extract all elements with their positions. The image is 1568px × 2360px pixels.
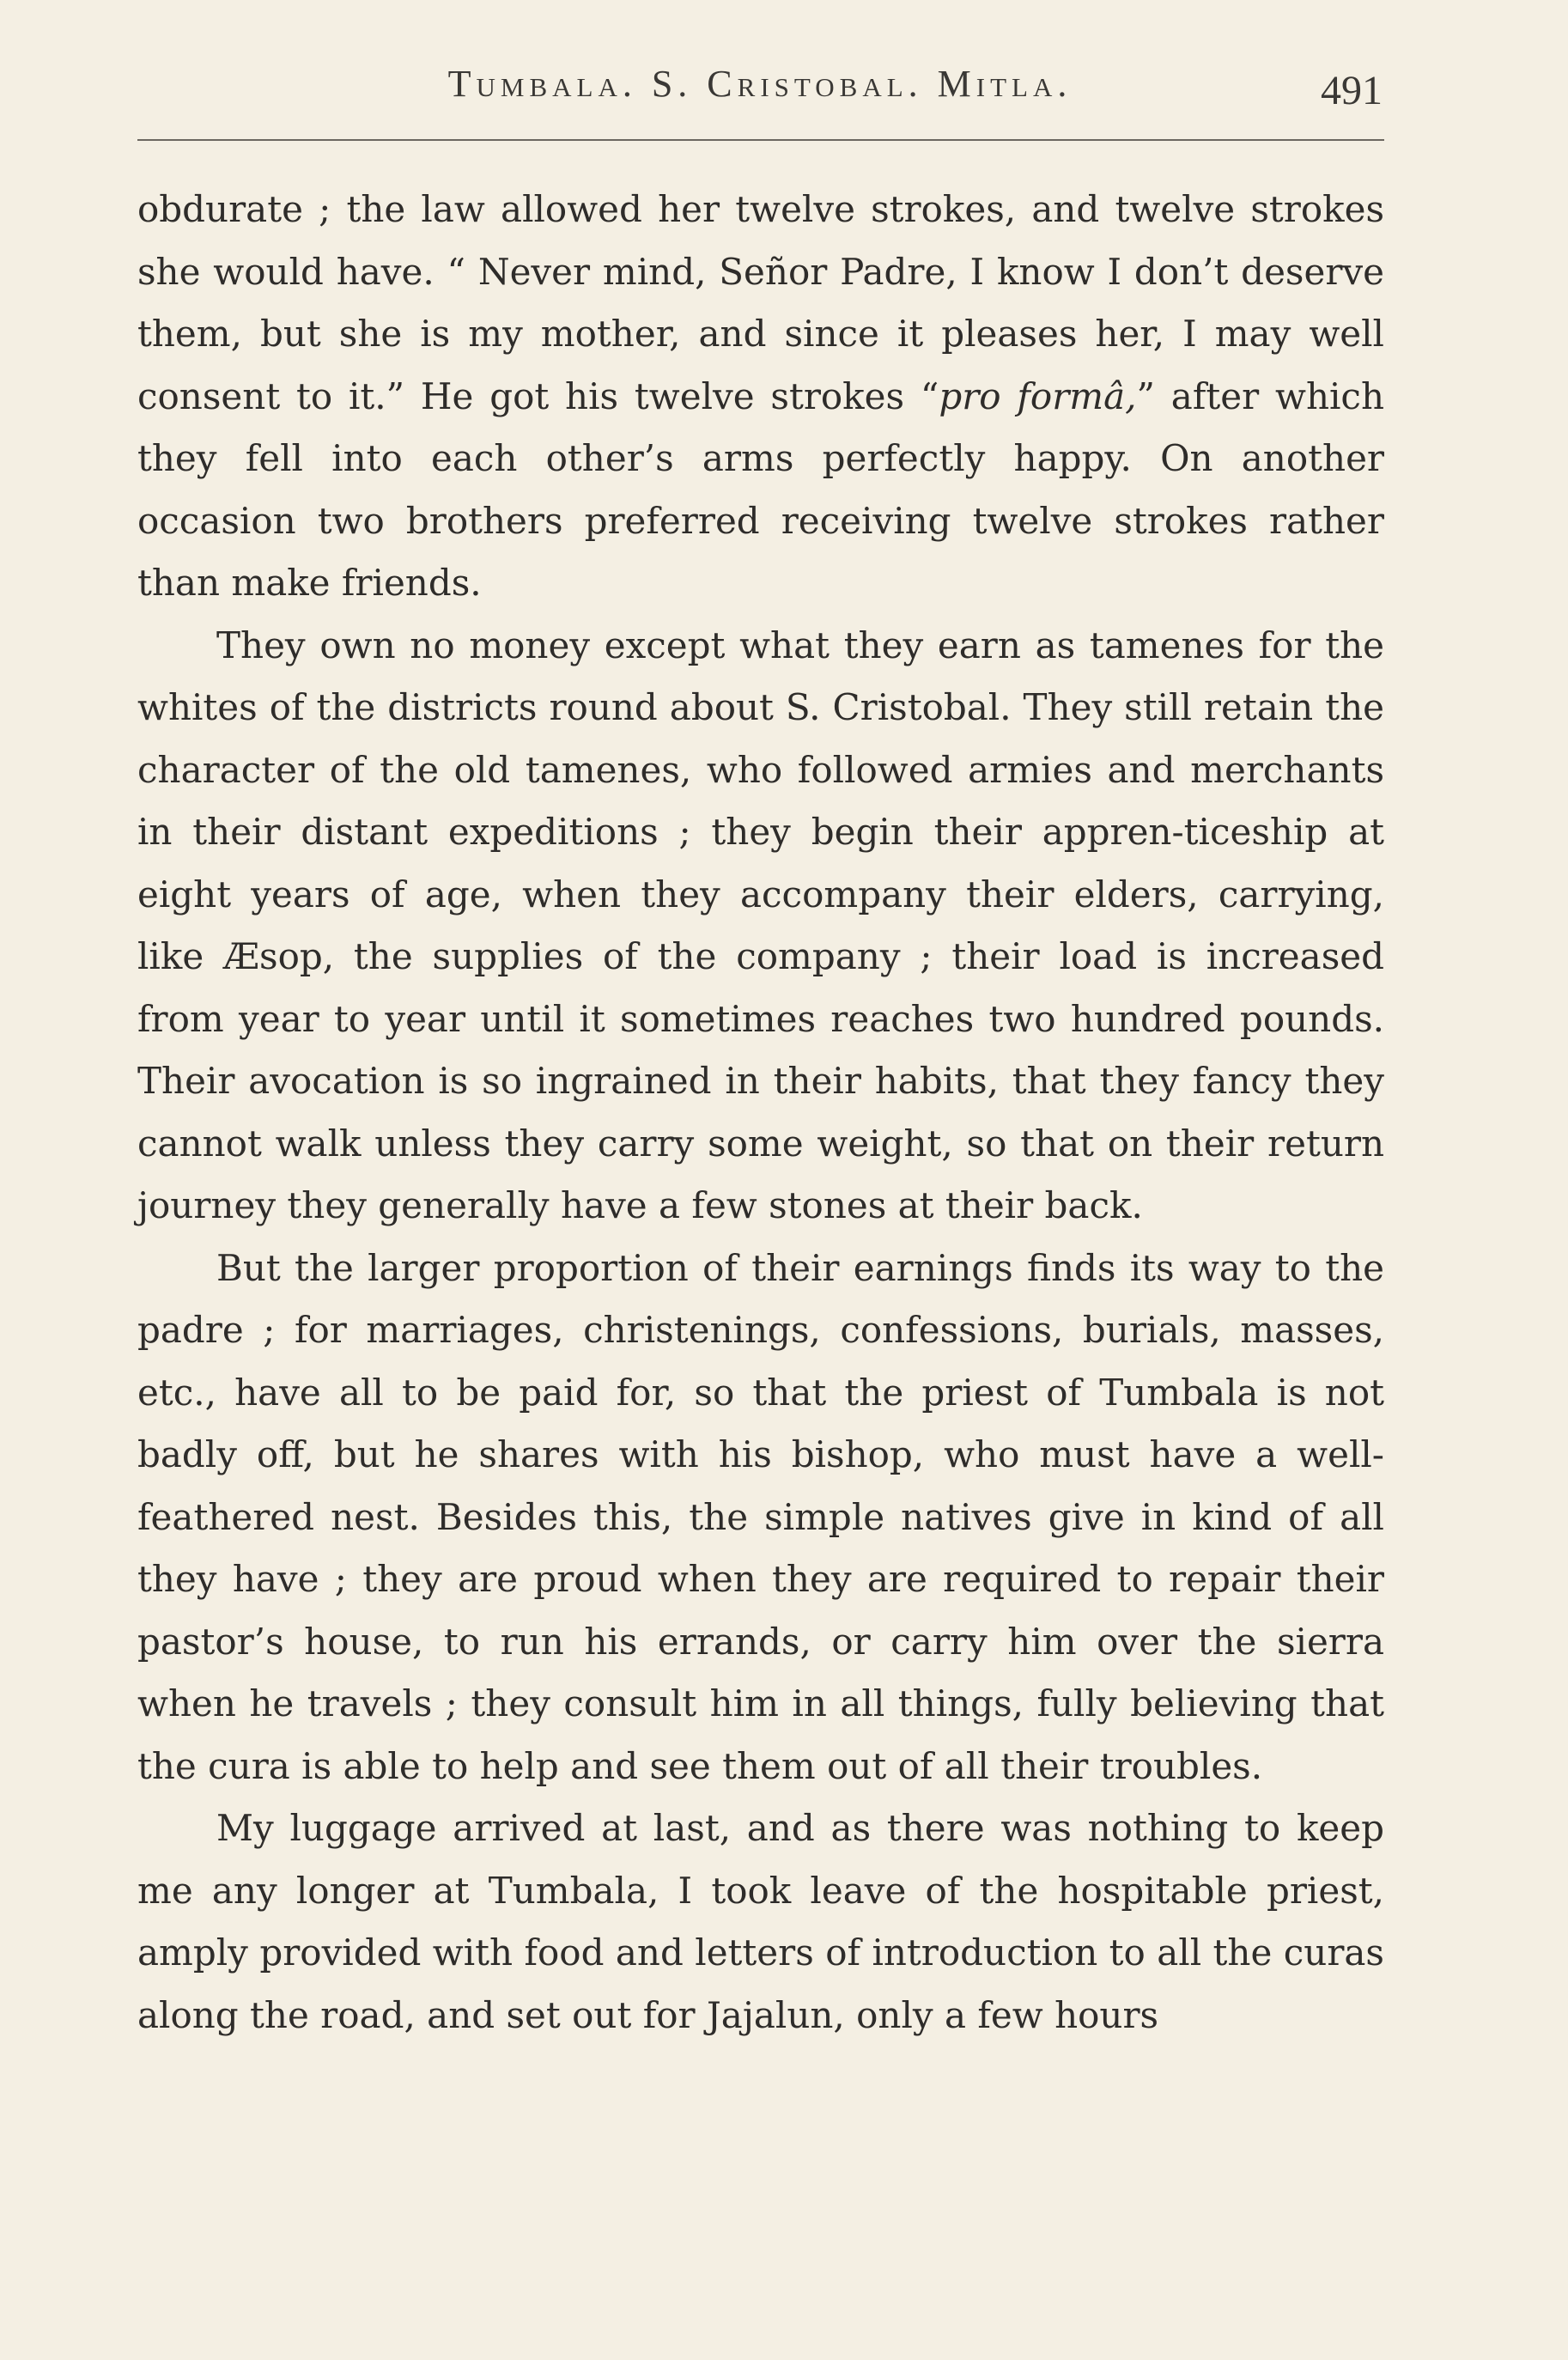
paragraph-4: My luggage arrived at last, and as there was nothing to keep me any longer at Tumbala, I took leave of the hospitable priest, amply provided with food and letters of introduction to all the curas along the road, and set out for Jajalun, only a few hours xyxy=(137,1807,1384,2036)
page-number: 491 xyxy=(1321,68,1383,113)
running-head xyxy=(137,62,1383,113)
paragraph-1-italic-phrase: pro formâ, xyxy=(939,374,1137,417)
paragraph-1-text: obdurate ; the law allowed her twelve strokes, and twelve strokes she would have. “ Never mind, Señor Padre, I know I don’t deserve them, but she is my mother, and since it pleases her, I may well consent to it.” He got his twelve strokes “ xyxy=(137,188,1384,417)
running-title: Tumbala. S. Cristobal. Mitla. xyxy=(447,63,1073,105)
paragraph-2: They own no money except what they earn as tamenes for the whites of the districts round about S. Cristobal. They still retain the character of the old tamenes, who followed armies and merchants in their distant expeditions ; they begin their appren-ticeship at eight years of age, when they accompany their elders, carrying, like Æsop, the supplies of the company ; their load is increased from year to year until it sometimes reaches two hundred pounds. Their avocation is so ingrained in their habits, that they fancy they cannot walk unless they carry some weight, so that on their return journey they generally have a few stones at their back. xyxy=(137,623,1384,1226)
header-rule xyxy=(137,139,1384,141)
paragraph-1-text-continued: ” after which they fell into each other’s arms perfectly happy. On another occasion two brothers preferred receiving twelve strokes rather than make friends. xyxy=(137,374,1384,604)
paragraph-1 xyxy=(137,179,1384,615)
body-text xyxy=(137,179,1384,2047)
paragraph-3: But the larger proportion of their earnings finds its way to the padre ; for marriages, christenings, confessions, burials, masses, etc., have all to be paid for, so that the priest of Tumbala is not badly off, but he shares with his bishop, who must have a well-feathered nest. Besides this, the simple natives give in kind of all they have ; they are proud when they are required to repair their pastor’s house, to run his errands, or carry him over the sierra when he travels ; they consult him in all things, fully believing that the cura is able to help and see them out of all their troubles. xyxy=(137,1246,1384,1787)
